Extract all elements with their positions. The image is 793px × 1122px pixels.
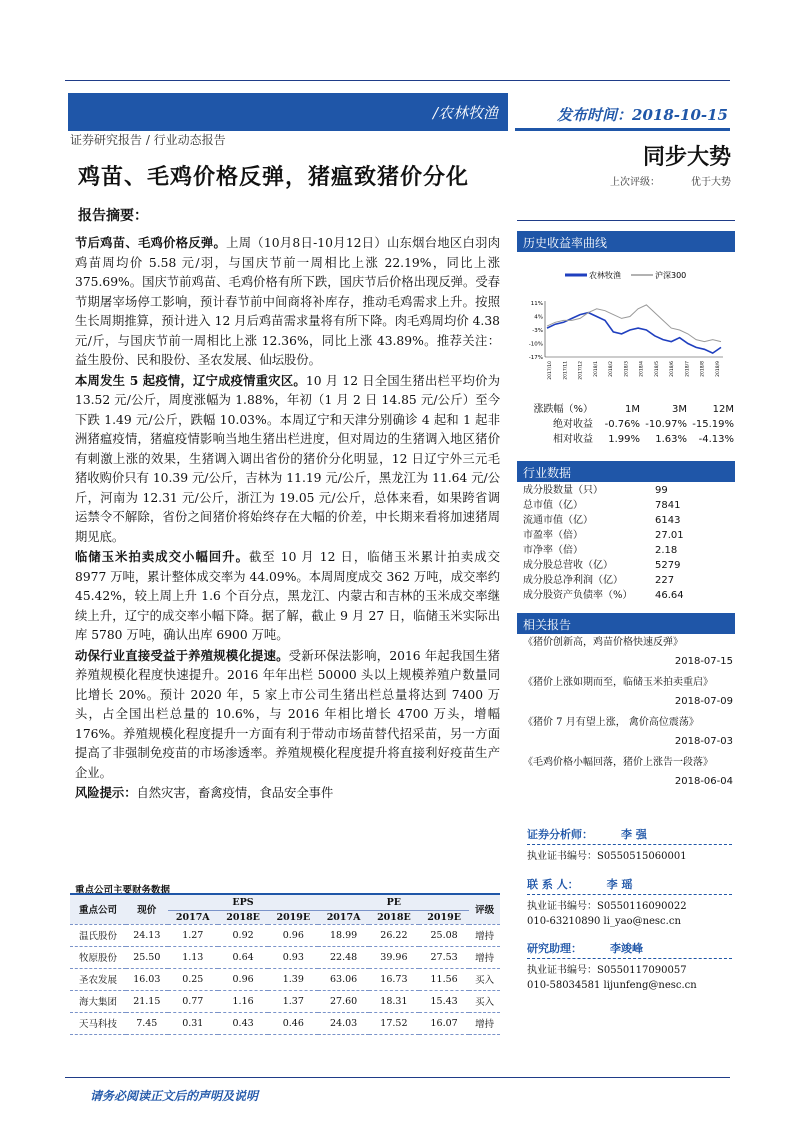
x-tick-label: 2018/1	[593, 361, 599, 377]
summary-body	[75, 233, 500, 804]
metric-value: 0.77	[168, 990, 218, 1012]
year-header: 2019E	[276, 911, 311, 923]
abs-label: 绝对收益	[553, 419, 593, 430]
risk-paragraph	[75, 783, 500, 804]
paragraph-text: 受新环保法影响，2016 年起我国生猪养殖规模化程度快速提升。2016 年年出栏 50000 头以上规模养殖户数量同比增长 20%。预计 2020 年，5 家上市公司生猪出栏总量将达到 7400 万头，占全国出栏总量的 10.6%，与 2016 年相比增长 4700 万头，增幅 176%。养殖规模化程度提升一方面有利于带动市场苗替代招采苗，另一方面提高了非强制免疫苗的市场渗透率。养殖规模化程度提升将直接利好疫苗生产企业。	[75, 648, 500, 780]
industry-value: 46.64	[655, 590, 684, 601]
table-row	[70, 924, 500, 946]
metric-value: 22.48	[318, 946, 368, 968]
assistant-name: 李竣峰	[610, 942, 643, 955]
series-line-2	[547, 305, 721, 342]
year-header: 2019E	[427, 911, 461, 923]
metric-value: 18.99	[318, 924, 368, 946]
financial-table	[70, 893, 500, 1035]
company-name: 圣农发展	[70, 968, 126, 990]
year-header: 2018E	[377, 911, 411, 923]
company-name: 牧原股份	[70, 946, 126, 968]
assistant-role: 研究助理：	[527, 942, 582, 955]
industry-label: 市净率（倍）	[523, 545, 583, 556]
metric-value: 27.60	[318, 990, 368, 1012]
price: 7.45	[126, 1012, 168, 1034]
metric-value: 25.08	[419, 924, 469, 946]
col-price: 现价	[137, 905, 157, 917]
price: 21.15	[126, 990, 168, 1012]
industry-label: 流通市值（亿）	[523, 515, 593, 526]
series-line-1	[547, 313, 721, 354]
industry-row	[523, 498, 735, 513]
contact-license: 执业证书编号：S0550116090022	[527, 901, 687, 912]
col-3m: 3M	[672, 404, 687, 415]
legend-label-2: 沪深300	[655, 271, 687, 280]
contact-name: 李 瑶	[606, 878, 633, 891]
industry-row	[523, 513, 735, 528]
industry-value: 6143	[655, 515, 681, 526]
abs-3m: -10.97%	[645, 419, 687, 430]
x-tick-label: 2017/10	[548, 361, 553, 380]
chart-section-bar: 历史收益率曲线	[517, 231, 735, 252]
last-rating-label: 上次评级：	[610, 177, 660, 188]
contact-role: 联 系 人：	[527, 878, 579, 891]
price: 25.50	[126, 946, 168, 968]
assistant-block	[527, 940, 732, 993]
analyst-name: 李 强	[621, 828, 647, 841]
industry-value: 7841	[655, 500, 681, 511]
metric-value: 11.56	[419, 968, 469, 990]
publish-time: 发布时间：2018-10-15	[557, 106, 728, 124]
metric-value: 16.07	[419, 1012, 469, 1034]
industry-row	[523, 543, 735, 558]
x-tick-label: 2018/7	[685, 361, 691, 377]
x-tick-label: 2018/8	[700, 361, 706, 377]
x-tick-label: 2018/9	[716, 361, 721, 377]
report-title[interactable]: 《毛鸡价格小幅回落，猪价上涨告一段落》	[523, 757, 713, 768]
assistant-license: 执业证书编号：S0550117090057	[527, 965, 687, 976]
industry-value: 2.18	[655, 545, 678, 556]
report-item[interactable]	[523, 713, 735, 753]
rel-1m: 1.99%	[608, 434, 640, 445]
metric-value: 1.27	[168, 924, 218, 946]
y-tick-label: -3%	[532, 328, 543, 334]
rating-value: 增持	[469, 924, 500, 946]
abs-12m: -15.19%	[692, 419, 734, 430]
contact-block	[527, 876, 732, 929]
rel-3m: 1.63%	[655, 434, 687, 445]
report-title[interactable]: 《猪价 7 月有望上涨， 禽价高位震荡》	[523, 717, 699, 728]
contact-name-line	[527, 876, 732, 895]
y-tick-label: -10%	[528, 341, 543, 348]
footer-disclaimer: 请务必阅读正文后的声明及说明	[90, 1089, 259, 1103]
industry-section-bar: 行业数据	[517, 461, 735, 482]
report-item[interactable]	[523, 673, 735, 713]
contact-info: 010-63210890 li_yao@nesc.cn	[527, 916, 681, 927]
rel-label: 相对收益	[553, 434, 593, 445]
industry-value: 99	[655, 485, 668, 496]
col-company: 重点公司	[78, 905, 117, 917]
reports-section-bar: 相关报告	[517, 613, 735, 634]
metric-value: 0.25	[168, 968, 218, 990]
metric-value: 0.92	[218, 924, 268, 946]
metric-value: 0.96	[268, 924, 318, 946]
metric-value: 26.22	[369, 924, 419, 946]
industry-value: 27.01	[655, 530, 684, 541]
rating-value: 增持	[469, 946, 500, 968]
metric-value: 24.03	[318, 1012, 368, 1034]
industry-label: 市盈率（倍）	[523, 530, 583, 541]
paragraph-text: 上周（10月8日-10月12日）山东烟台地区白羽肉鸡苗周均价 5.58 元/羽，与国庆节前一周相比上涨 22.19%，同比上涨 375.69%。国庆节前鸡苗、毛鸡价格有所下跌，国庆节后价格出现反弹。受春节期屠宰场停工影响，预计春节前中间商将补库存，推动毛鸡需求上升。按照生长周期推算，预计进入 12 月后鸡苗需求量将有所下降。肉毛鸡周均价 4.38 元/斤，与国庆节前一周相比上涨 12.36%，同比上涨 43.89%。推荐关注：益生股份、民和股份、圣农发展、仙坛股份。	[75, 236, 500, 367]
paragraph-text: 自然灾害，畜禽疫情，食品安全事件	[136, 786, 334, 800]
report-title: 鸡苗、毛鸡价格反弹，猪瘟致猪价分化	[78, 164, 470, 190]
x-tick-label: 2017/12	[578, 361, 584, 380]
rel-return-row	[523, 432, 735, 447]
company-name: 天马科技	[70, 1012, 126, 1034]
publish-box	[515, 93, 730, 131]
col-1m: 1M	[625, 404, 640, 415]
x-tick-label: 2017/11	[563, 361, 569, 380]
col-pe: PE	[318, 894, 469, 910]
col-eps: EPS	[168, 894, 319, 910]
report-title[interactable]: 《猪价上涨如期而至，临储玉米拍卖重启》	[523, 677, 713, 688]
table-row	[70, 1012, 500, 1034]
report-title[interactable]: 《猪价创新高，鸡苗价格快速反弹》	[523, 637, 683, 648]
metric-value: 1.37	[268, 990, 318, 1012]
metric-value: 18.31	[369, 990, 419, 1012]
summary-paragraph	[75, 371, 500, 548]
paragraph-text: 截至 10 月 12 日，临储玉米累计拍卖成交 8977 万吨，累计整体成交率为 44.09%。本周周度成交 362 万吨，成交率约 45.42%，较上周上升 1.6 个百分点，黑龙江、内蒙古和吉林的玉米成交率继续上升，辽宁的成交率小幅下降。据了解，截止 9 月 27 日，临储玉米实际出库 5780 万吨，确认出库 6900 万吨。	[75, 550, 500, 642]
year-header: 2018E	[226, 911, 260, 923]
last-rating	[610, 173, 735, 188]
metric-value: 15.43	[419, 990, 469, 1012]
price: 24.13	[126, 924, 168, 946]
x-tick-label: 2018/2	[609, 361, 615, 377]
x-tick-label: 2018/4	[639, 361, 645, 377]
abs-1m: -0.76%	[604, 419, 640, 430]
sector-banner	[68, 93, 508, 131]
rel-12m: -4.13%	[698, 434, 734, 445]
x-tick-label: 2018/3	[624, 361, 630, 377]
metric-value: 0.31	[168, 1012, 218, 1034]
paragraph-lead: 临储玉米拍卖成交小幅回升。	[75, 549, 250, 564]
industry-row	[523, 558, 735, 573]
industry-row	[523, 483, 735, 498]
y-tick-label: 11%	[530, 301, 543, 307]
assistant-info: 010-58034581 lijunfeng@nesc.cn	[527, 980, 697, 991]
report-date: 2018-07-09	[674, 696, 733, 707]
table-row	[70, 946, 500, 968]
metric-value: 27.53	[419, 946, 469, 968]
metric-value: 0.46	[268, 1012, 318, 1034]
rating-value: 买入	[469, 968, 500, 990]
industry-label: 成分股总净利润（亿）	[523, 575, 623, 586]
industry-label: 总市值（亿）	[523, 500, 583, 511]
x-tick-label: 2018/6	[670, 361, 676, 377]
summary-paragraph	[75, 547, 500, 646]
rating-value: 买入	[469, 990, 500, 1012]
rating: 同步大势	[642, 144, 731, 170]
metric-value: 0.96	[218, 968, 268, 990]
price: 16.03	[126, 968, 168, 990]
metric-value: 63.06	[318, 968, 368, 990]
metric-value: 1.13	[168, 946, 218, 968]
performance-heading: 涨跌幅（%）	[533, 404, 593, 415]
report-item[interactable]	[523, 633, 735, 673]
industry-label: 成分股数量（只）	[523, 485, 603, 496]
metric-value: 17.52	[369, 1012, 419, 1034]
report-date: 2018-06-04	[674, 776, 733, 787]
report-item[interactable]	[523, 753, 735, 793]
legend-label-1: 农林牧渔	[589, 271, 621, 280]
industry-label: 成分股资产负债率（%）	[523, 590, 633, 601]
rating-value: 增持	[469, 1012, 500, 1034]
metric-value: 0.64	[218, 946, 268, 968]
metric-value: 1.16	[218, 990, 268, 1012]
summary-paragraph	[75, 233, 500, 371]
metric-value: 1.39	[268, 968, 318, 990]
industry-label: 成分股总营收（亿）	[523, 560, 613, 571]
y-tick-label: 4%	[534, 314, 543, 321]
industry-row	[523, 588, 735, 603]
paragraph-lead: 节后鸡苗、毛鸡价格反弹。	[75, 235, 227, 250]
assistant-name-line	[527, 940, 732, 959]
performance-header	[523, 402, 735, 417]
metric-value: 39.96	[369, 946, 419, 968]
table-row	[70, 990, 500, 1012]
summary-paragraph	[75, 646, 500, 784]
metric-value: 0.93	[268, 946, 318, 968]
abs-return-row	[523, 417, 735, 432]
industry-row	[523, 528, 735, 543]
table-title: 重点公司主要财务数据	[75, 885, 171, 896]
paragraph-lead: 动保行业直接受益于养殖规模化提速。	[75, 647, 289, 663]
metric-value: 0.43	[218, 1012, 268, 1034]
industry-value: 5279	[655, 560, 681, 571]
company-name: 海大集团	[70, 990, 126, 1012]
industry-value: 227	[655, 575, 675, 586]
performance-table	[523, 402, 735, 447]
y-tick-label: -17%	[528, 355, 543, 361]
industry-data	[523, 483, 735, 603]
year-header: 2017A	[175, 911, 210, 923]
paragraph-text: 10 月 12 日全国生猪出栏平均价为 13.52 元/公斤，周度涨幅为 1.88%，年初（1 月 2 日 14.85 元/公斤）至今下跌 1.49 元/公斤，跌幅 10.03%。本周辽宁和天津分别确诊 4 起和 1 起非洲猪瘟疫情，猪瘟疫情影响当地生猪出栏进度，但对周边的生猪调入地区猪价有刺激上涨的效果，生猪调入调出省份的猪价分化明显，12 日辽宁外三元毛猪收购价只有 10.39 元/公斤，吉林为 11.19 元/公斤，黑龙江为 11.64 元/公斤，河南为 12.31 元/公斤，浙江为 19.05 元/公斤，总体来看，如果跨省调运禁令不解除，省份之间猪价将始终存在大幅的价差，中长期来看将加速猪周期见底。	[75, 373, 500, 544]
paragraph-lead: 风险提示：	[75, 785, 137, 800]
summary-heading: 报告摘要：	[78, 208, 148, 224]
report-date: 2018-07-15	[674, 656, 733, 667]
related-reports	[523, 633, 735, 793]
table-row	[70, 968, 500, 990]
top-rule	[65, 80, 730, 81]
industry-row	[523, 573, 735, 588]
last-rating-value: 优于大势	[691, 177, 731, 188]
footer-rule	[65, 1077, 730, 1078]
sector-label: /农林牧渔	[432, 104, 498, 122]
analyst-license: 执业证书编号：S0550515060001	[527, 851, 687, 862]
year-header: 2017A	[326, 911, 361, 923]
x-tick-label: 2018/5	[654, 361, 660, 377]
return-chart	[523, 265, 733, 395]
report-subtitle: 证券研究报告 / 行业动态报告	[70, 133, 226, 147]
sidebar-rule	[517, 220, 735, 221]
analyst-block	[527, 826, 732, 864]
report-date: 2018-07-03	[674, 736, 733, 747]
col-rating: 评级	[475, 905, 495, 917]
analyst-name-line	[527, 826, 732, 845]
col-12m: 12M	[712, 404, 734, 415]
analyst-role: 证券分析师：	[527, 828, 593, 841]
company-name: 温氏股份	[70, 924, 126, 946]
metric-value: 16.73	[369, 968, 419, 990]
paragraph-lead: 本周发生 5 起疫情，辽宁成疫情重灾区。	[75, 372, 306, 388]
